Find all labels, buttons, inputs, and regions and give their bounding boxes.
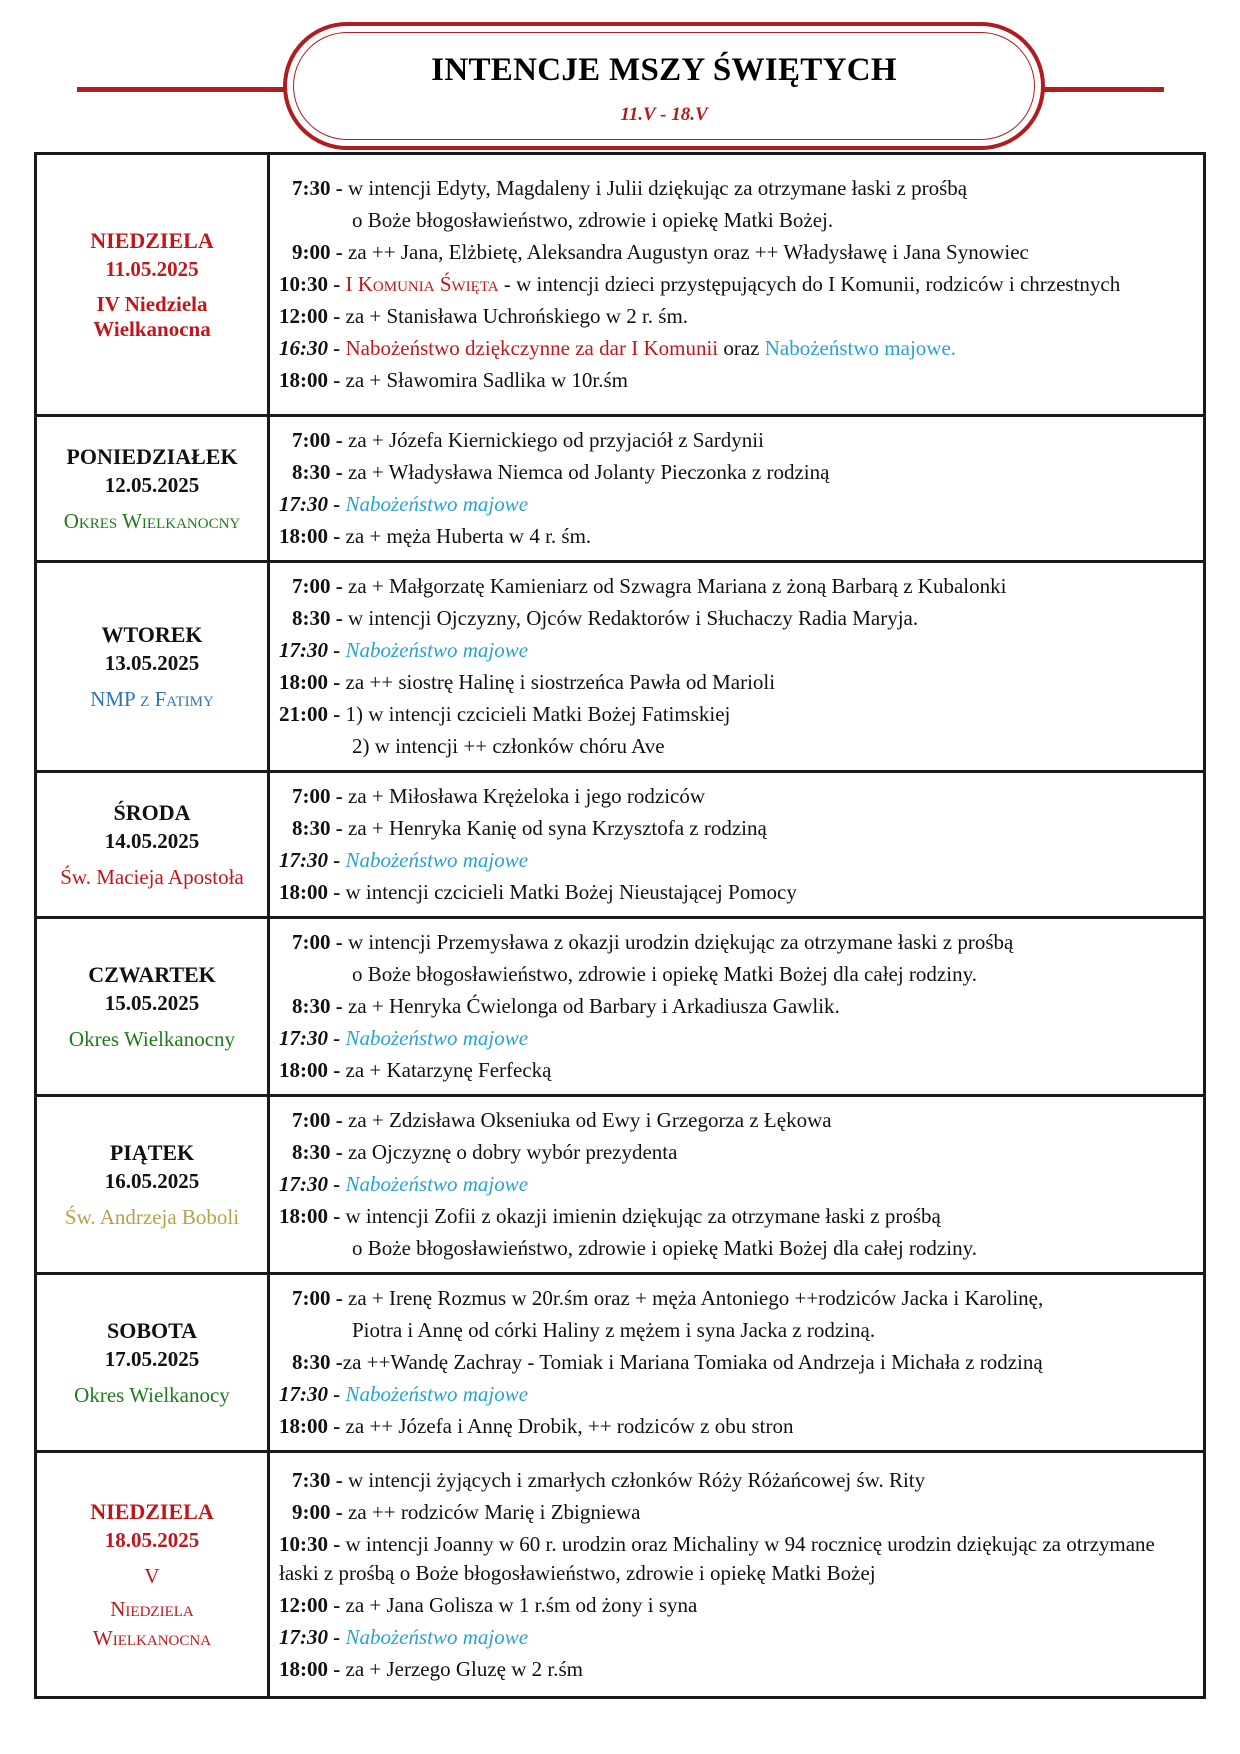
mass-entry bbox=[279, 490, 1193, 519]
mass-intention: za + Władysława Niemca od Jolanty Pieczonka z rodziną bbox=[348, 460, 830, 484]
feast-line: Wielkanocna bbox=[92, 1625, 212, 1650]
mass-intention: za + Jerzego Gluzę w 2 r.śm bbox=[345, 1656, 584, 1681]
mass-entry bbox=[279, 1056, 1193, 1085]
masses-cell bbox=[269, 918, 1205, 1096]
mass-entry bbox=[279, 1498, 1193, 1527]
mass-entry bbox=[279, 1412, 1193, 1441]
mass-intention: za + Stanisława Uchrońskiego w 2 r. śm. bbox=[345, 304, 689, 328]
mass-entry bbox=[279, 572, 1193, 601]
day-row-thursday bbox=[36, 918, 1205, 1096]
title-banner bbox=[283, 22, 1045, 150]
may-devotion: Nabożeństwo majowe bbox=[345, 1026, 529, 1050]
mass-entry bbox=[279, 1106, 1193, 1135]
mass-entry bbox=[279, 1530, 1193, 1588]
mass-intention: za + Zdzisława Okseniuka od Ewy i Grzegorza z Łękowa bbox=[348, 1108, 832, 1132]
mass-entry bbox=[279, 1202, 1193, 1231]
day-date: 12.05.2025 bbox=[104, 472, 200, 497]
mass-time: 12:00 - bbox=[279, 304, 341, 328]
feast-line: V bbox=[144, 1563, 160, 1588]
mass-time: 10:30 - bbox=[279, 272, 341, 296]
mass-time: 12:00 - bbox=[279, 1592, 341, 1617]
mass-intention: za + Sławomira Sadlika w 10r.śm bbox=[345, 368, 628, 392]
mass-intention: w intencji Przemysława z okazji urodzin dziękując za otrzymane łaski z prośbą bbox=[348, 930, 1014, 954]
mass-time: 9:00 - bbox=[292, 1499, 343, 1524]
masses-cell bbox=[269, 772, 1205, 918]
mass-time: 7:00 - bbox=[292, 574, 343, 598]
mass-entry bbox=[279, 270, 1193, 299]
mass-entry bbox=[279, 846, 1193, 875]
day-row-sunday-2 bbox=[36, 1452, 1205, 1698]
mass-intention: - w intencji dzieci przystępujących do I Komunii, rodziców i chrzestnych bbox=[503, 272, 1121, 296]
mass-time: 8:30 - bbox=[292, 816, 343, 840]
day-cell bbox=[36, 1096, 269, 1274]
mass-time: 9:00 - bbox=[292, 240, 343, 264]
day-date: 18.05.2025 bbox=[104, 1527, 200, 1552]
day-row-wednesday bbox=[36, 772, 1205, 918]
mass-time: 8:30 - bbox=[292, 1140, 343, 1164]
mass-entry bbox=[279, 1024, 1193, 1053]
mass-time: 7:00 - bbox=[292, 784, 343, 808]
may-devotion: Nabożeństwo majowe bbox=[345, 492, 529, 516]
mass-entry bbox=[279, 1170, 1193, 1199]
mass-intention: za + Katarzynę Ferfecką bbox=[345, 1058, 552, 1082]
day-date: 16.05.2025 bbox=[104, 1168, 200, 1193]
mass-time: 17:30 - bbox=[279, 1172, 341, 1196]
feast-line: IV Niedziela bbox=[96, 291, 208, 316]
mass-time: 7:00 - bbox=[292, 1108, 343, 1132]
mass-entry bbox=[279, 366, 1193, 395]
mass-time: 18:00 - bbox=[279, 1204, 341, 1228]
mass-entry bbox=[279, 238, 1193, 267]
masses-cell bbox=[269, 1096, 1205, 1274]
mass-time: 18:00 - bbox=[279, 1058, 341, 1082]
mass-time: 10:30 - bbox=[279, 1531, 341, 1556]
mass-entry bbox=[279, 174, 1193, 203]
mass-entry bbox=[279, 302, 1193, 331]
masses-cell bbox=[269, 154, 1205, 416]
mass-entry bbox=[279, 992, 1193, 1021]
mass-intention: w intencji Zofii z okazji imienin dziękując za otrzymane łaski z prośbą bbox=[345, 1204, 941, 1228]
day-name: NIEDZIELA bbox=[90, 1498, 214, 1524]
mass-time: 18:00 - bbox=[279, 524, 341, 548]
day-name: CZWARTEK bbox=[88, 961, 216, 987]
masses-cell bbox=[269, 562, 1205, 772]
masses-cell bbox=[269, 1274, 1205, 1452]
mass-time: 8:30 - bbox=[292, 460, 343, 484]
mass-entry bbox=[279, 458, 1193, 487]
mass-entry bbox=[279, 1138, 1193, 1167]
mass-time: 18:00 - bbox=[279, 368, 341, 392]
mass-intention-cont: o Boże błogosławieństwo, zdrowie i opiekę Matki Bożej dla całej rodziny. bbox=[352, 962, 977, 986]
mass-intention: za + Jana Golisza w 1 r.śm od żony i syna bbox=[345, 1592, 698, 1617]
header-rule-left bbox=[77, 87, 285, 92]
mass-time: 17:30 - bbox=[279, 1026, 341, 1050]
mass-entry bbox=[279, 668, 1193, 697]
mass-entry bbox=[279, 522, 1193, 551]
day-row-tuesday bbox=[36, 562, 1205, 772]
mass-schedule-table bbox=[34, 152, 1206, 1699]
feast-line: Okres Wielkanocy bbox=[74, 1382, 230, 1407]
mass-entry bbox=[279, 814, 1193, 843]
mass-time: 7:00 - bbox=[292, 1286, 343, 1310]
day-cell bbox=[36, 562, 269, 772]
mass-time: 18:00 - bbox=[279, 670, 341, 694]
day-name: SOBOTA bbox=[106, 1317, 198, 1343]
mass-entry bbox=[279, 334, 1193, 363]
masses-cell bbox=[269, 1452, 1205, 1698]
feast-line: Wielkanocna bbox=[93, 316, 211, 341]
mass-time: 8:30 - bbox=[292, 994, 343, 1018]
mass-entry bbox=[279, 700, 1193, 729]
header-rule-right bbox=[1044, 87, 1164, 92]
mass-time: 8:30 - bbox=[292, 606, 343, 630]
may-devotion: Nabożeństwo majowe bbox=[345, 638, 529, 662]
mass-time: 8:30 - bbox=[292, 1350, 343, 1374]
mass-time: 16:30 - bbox=[279, 336, 341, 360]
mass-entry bbox=[279, 1623, 1193, 1652]
mass-intention: za + Józefa Kiernickiego od przyjaciół z Sardynii bbox=[348, 428, 764, 452]
mass-intention: w intencji Joanny w 60 r. urodzin oraz Michaliny w 94 rocznicę urodzin dziękując za otrzymane łaski z prośbą o Boże błogosławieństwo, zdrowie i opiekę Matki Bożej bbox=[279, 1531, 1155, 1585]
page-title: INTENCJE MSZY ŚWIĘTYCH bbox=[431, 52, 897, 88]
day-date: 13.05.2025 bbox=[104, 650, 200, 675]
mass-time: 21:00 - bbox=[279, 702, 341, 726]
may-devotion: Nabożeństwo majowe bbox=[345, 1624, 529, 1649]
mass-intention: za ++ siostrę Halinę i siostrzeńca Pawła od Marioli bbox=[345, 670, 776, 694]
mass-time: 18:00 - bbox=[279, 1414, 341, 1438]
feast-line: NMP z Fatimy bbox=[90, 686, 214, 711]
mass-time: 7:00 - bbox=[292, 428, 343, 452]
mass-intention: za + Małgorzatę Kamieniarz od Szwagra Mariana z żoną Barbarą z Kubalonki bbox=[348, 574, 1007, 598]
masses-cell bbox=[269, 416, 1205, 562]
mass-entry bbox=[279, 782, 1193, 811]
day-row-saturday bbox=[36, 1274, 1205, 1452]
mass-entry bbox=[279, 426, 1193, 455]
may-devotion: Nabożeństwo majowe. bbox=[764, 336, 957, 360]
mass-entry bbox=[279, 1380, 1193, 1409]
mass-entry bbox=[279, 636, 1193, 665]
day-name: PIĄTEK bbox=[109, 1139, 195, 1165]
may-devotion: Nabożeństwo majowe bbox=[345, 848, 529, 872]
mass-intention-cont: o Boże błogosławieństwo, zdrowie i opiekę Matki Bożej. bbox=[352, 208, 834, 232]
mass-intention-cont: 2) w intencji ++ członków chóru Ave bbox=[352, 734, 665, 758]
date-range: 11.V - 18.V bbox=[620, 104, 708, 125]
day-cell bbox=[36, 1452, 269, 1698]
day-cell bbox=[36, 416, 269, 562]
joiner-text: oraz bbox=[723, 336, 760, 360]
mass-intention: za + Miłosława Krężeloka i jego rodziców bbox=[348, 784, 706, 808]
day-name: NIEDZIELA bbox=[90, 227, 214, 253]
mass-time: 7:30 - bbox=[292, 176, 343, 200]
mass-intention: za + męża Huberta w 4 r. śm. bbox=[345, 524, 592, 548]
mass-intention: za + Henryka Ćwielonga od Barbary i Arkadiusza Gawlik. bbox=[348, 994, 840, 1018]
mass-entry bbox=[279, 1348, 1193, 1377]
mass-time: 18:00 - bbox=[279, 1656, 341, 1681]
day-row-sunday-1 bbox=[36, 154, 1205, 416]
day-name: ŚRODA bbox=[113, 799, 191, 825]
day-name: PONIEDZIAŁEK bbox=[66, 443, 238, 469]
day-date: 11.05.2025 bbox=[105, 256, 199, 281]
day-name: WTOREK bbox=[101, 621, 203, 647]
mass-intention: w intencji Edyty, Magdaleny i Julii dziękując za otrzymane łaski z prośbą bbox=[348, 176, 968, 200]
mass-intention: za ++ Jana, Elżbietę, Aleksandra Augustyn oraz ++ Władysławę i Jana Synowiec bbox=[348, 240, 1029, 264]
mass-intention: za + Henryka Kanię od syna Krzysztofa z rodziną bbox=[348, 816, 767, 840]
mass-intention: w intencji czcicieli Matki Bożej Nieustającej Pomocy bbox=[345, 880, 797, 904]
day-cell bbox=[36, 918, 269, 1096]
feast-line: Okres Wielkanocny bbox=[68, 1026, 236, 1051]
mass-entry bbox=[279, 604, 1193, 633]
mass-time: 17:30 - bbox=[279, 638, 341, 662]
day-date: 14.05.2025 bbox=[104, 828, 200, 853]
mass-entry bbox=[279, 1284, 1193, 1313]
mass-time: 17:30 - bbox=[279, 1382, 341, 1406]
mass-time: 7:00 - bbox=[292, 930, 343, 954]
mass-intention: w intencji Ojczyzny, Ojców Redaktorów i Słuchaczy Radia Maryja. bbox=[348, 606, 919, 630]
mass-intention: za + Irenę Rozmus w 20r.śm oraz + męża Antoniego ++rodziców Jacka i Karolinę, bbox=[348, 1286, 1044, 1310]
feast-line: Okres Wielkanocny bbox=[63, 508, 241, 533]
mass-entry bbox=[279, 1655, 1193, 1684]
feast-line: Niedziela bbox=[110, 1596, 194, 1621]
day-row-friday bbox=[36, 1096, 1205, 1274]
mass-intention: za ++ Józefa i Annę Drobik, ++ rodziców z obu stron bbox=[345, 1414, 794, 1438]
day-cell bbox=[36, 772, 269, 918]
feast-line: Św. Macieja Apostoła bbox=[60, 864, 244, 889]
mass-intention: za ++Wandę Zachray - Tomiak i Mariana Tomiaka od Andrzeja i Michała z rodziną bbox=[342, 1350, 1043, 1374]
feast-line: Św. Andrzeja Boboli bbox=[64, 1204, 240, 1229]
thanksgiving-service: Nabożeństwo dziękczynne za dar I Komunii bbox=[345, 336, 719, 360]
mass-intention: za ++ rodziców Marię i Zbigniewa bbox=[348, 1499, 641, 1524]
mass-entry bbox=[279, 1591, 1193, 1620]
day-date: 17.05.2025 bbox=[104, 1346, 200, 1371]
day-row-monday bbox=[36, 416, 1205, 562]
day-cell bbox=[36, 154, 269, 416]
mass-time: 17:30 - bbox=[279, 1624, 341, 1649]
day-cell bbox=[36, 1274, 269, 1452]
mass-intention: w intencji żyjących i zmarłych członków Róży Różańcowej św. Rity bbox=[348, 1467, 926, 1492]
mass-time: 17:30 - bbox=[279, 492, 341, 516]
may-devotion: Nabożeństwo majowe bbox=[345, 1172, 529, 1196]
communion-highlight: I Komunia Święta bbox=[345, 272, 499, 296]
mass-time: 18:00 - bbox=[279, 880, 341, 904]
mass-time: 7:30 - bbox=[292, 1467, 343, 1492]
mass-time: 17:30 - bbox=[279, 848, 341, 872]
mass-intention-cont: o Boże błogosławieństwo, zdrowie i opiekę Matki Bożej dla całej rodziny. bbox=[352, 1236, 977, 1260]
mass-intention-cont: Piotra i Annę od córki Haliny z mężem i syna Jacka z rodziną. bbox=[352, 1318, 876, 1342]
mass-intention: za Ojczyznę o dobry wybór prezydenta bbox=[348, 1140, 678, 1164]
mass-intention: 1) w intencji czcicieli Matki Bożej Fatimskiej bbox=[345, 702, 731, 726]
day-date: 15.05.2025 bbox=[104, 990, 200, 1015]
may-devotion: Nabożeństwo majowe bbox=[345, 1382, 529, 1406]
mass-entry bbox=[279, 928, 1193, 957]
mass-entry bbox=[279, 878, 1193, 907]
mass-entry bbox=[279, 1466, 1193, 1495]
